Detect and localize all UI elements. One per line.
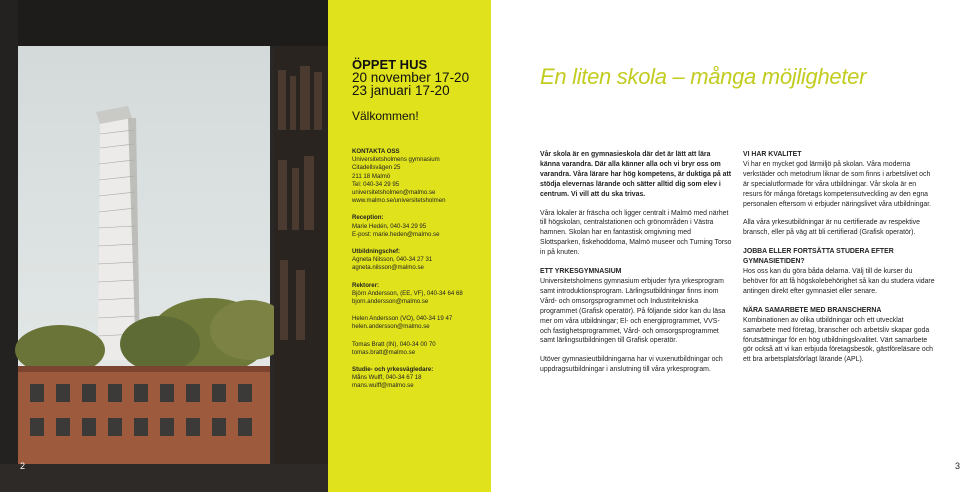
paragraph: Kombinationen av olika utbildningar och ett utvecklat samarbete med företag, branscher och arbetsliv skapar goda förutsättningar för en hög utbildningskvalitet. Värt samarbete gör också att vi kan erbjuda företagsbesök, gästföreläsare och ett bra arbetsplatsförlagt lärande (APL).	[743, 316, 933, 364]
paragraph: Hos oss kan du göra båda delarna. Välj till de kurser du behöver för att få högskolebehörighet så kan du studera vidare antingen direkt efter gymnasiet eller senare.	[743, 268, 935, 295]
paragraph: Vi har en mycket god lärmiljö på skolan. Våra moderna verkstäder och metodrum liknar de som finns i arbetslivet och är specialutformade för våra utbildningar. Vår skola är en resurs för många företags kompetensutveckling av den egna personalen eftersom vi erbjuder näringslivet våra utbildningar.	[743, 160, 932, 208]
contact-line: Tel: 040-34 29 95	[352, 180, 400, 188]
contact-group	[352, 214, 487, 239]
contact-email[interactable]: agneta.nilsson@malmo.se	[352, 264, 424, 272]
contact-email[interactable]: helen.andersson@malmo.se	[352, 323, 430, 331]
text-column-2	[743, 150, 935, 374]
brick-building	[18, 366, 270, 464]
tower	[96, 106, 140, 360]
open-house-date: 23 januari 17-20	[352, 83, 450, 98]
contact-group	[352, 315, 487, 331]
text-column-1	[540, 150, 732, 384]
page-number-right: 3	[955, 461, 960, 471]
contact-group	[352, 248, 487, 273]
paragraph: Våra lokaler är fräscha och ligger centralt i Malmö med närhet till högskolan, centralstationen och grönområden i Västra hamnen. Skolan har en fantastisk omgivning med Slottsparken, fiskehoddorna, Malmö museer och Turning Torso in på knuten.	[540, 209, 732, 257]
paragraph: Utöver gymnasieutbildningarna har vi vuxenutbildningar och uppdragsutbildningar i anslutning till våra yrkesprogram.	[540, 356, 723, 374]
contact-line: Marie Hedén, 040-34 29 95	[352, 222, 427, 230]
contact-heading: KONTAKTA OSS	[352, 148, 400, 155]
contact-email[interactable]: E-post: marie.heden@malmo.se	[352, 230, 440, 238]
contact-heading: Studie- och yrkesvägledare:	[352, 366, 434, 374]
contact-group	[352, 341, 487, 357]
contact-email[interactable]: tomas.bratt@malmo.se	[352, 348, 416, 356]
contact-group	[352, 366, 487, 391]
section-heading: NÄRA SAMARBETE MED BRANSCHERNA	[743, 306, 882, 314]
open-house-date: 20 november 17-20	[352, 70, 470, 85]
contact-line: 211 18 Malmö	[352, 172, 391, 180]
contact-line: Helen Andersson (VO), 040-34 19 47	[352, 315, 453, 323]
contact-heading: Rektorer:	[352, 281, 380, 289]
contact-line: Citadellsvägen 25	[352, 164, 401, 172]
contact-website[interactable]: www.malmo.se/universitetsholmen	[352, 197, 446, 205]
contact-line: Björn Andersson, (EE, VF), 040-34 64 68	[352, 289, 463, 297]
contact-email[interactable]: bjorn.andersson@malmo.se	[352, 298, 429, 306]
contact-email[interactable]: universitetsholmen@malmo.se	[352, 189, 436, 197]
contact-line: Universitetsholmens gymnasium	[352, 156, 440, 164]
contact-heading: Reception:	[352, 214, 384, 222]
section-heading: ETT YRKESGYMNASIUM	[540, 268, 622, 276]
contact-group	[352, 148, 487, 205]
paragraph: Alla våra yrkesutbildningar är nu certifierade av respektive bransch, eller på väg att bli certifierad (Grafisk operatör).	[743, 219, 920, 237]
welcome-text: Välkommen!	[352, 109, 419, 123]
open-house-block	[352, 58, 487, 97]
contact-line: Agneta Nilsson, 040-34 27 31	[352, 256, 433, 264]
section-heading: JOBBA ELLER FORTSÄTTA STUDERA EFTER GYMNASIETIDEN?	[743, 248, 894, 266]
paragraph: Universitetsholmens gymnasium erbjuder fyra yrkesprogram samt introduktionsprogram. Lärlingsutbildningar finns inom Vård- och omsorgsprogrammet och Industritekniska programmet (Grafisk operatör). På följande sidor kan du läsa mer om våra utbildningar; El- och energiprogrammet, VVS- och fastighetsprogrammet, Vård- och omsorgsprogrammet samt lärlingsutbildningen till Grafisk operatör.	[540, 277, 726, 345]
contact-email[interactable]: mans.wulff@malmo.se	[352, 382, 414, 390]
section-heading: VI HAR KVALITET	[743, 151, 802, 158]
contact-line: Tomas Bratt (IN), 040-34 00 70	[352, 340, 436, 348]
contact-list	[352, 148, 487, 400]
contact-heading: Utbildningschef:	[352, 248, 401, 256]
contact-line: Måns Wulff, 040-34 67 18	[352, 374, 422, 382]
open-house-title: ÖPPET HUS	[352, 57, 428, 72]
page-number-left: 2	[20, 461, 26, 471]
headline: En liten skola – många möjligheter	[540, 64, 867, 89]
contact-group	[352, 282, 487, 307]
photo-turning-torso	[0, 0, 328, 464]
intro-paragraph: Vår skola är en gymnasieskola där det är lätt att lära känna varandra. Där alla känner alla och vi bryr oss om varandra. Våra lärare har hög kompetens, är duktiga på att stödja elevernas lärande och sätter alltid dig som elev i centrum. Vi vill att du ska trivas.	[540, 151, 732, 198]
